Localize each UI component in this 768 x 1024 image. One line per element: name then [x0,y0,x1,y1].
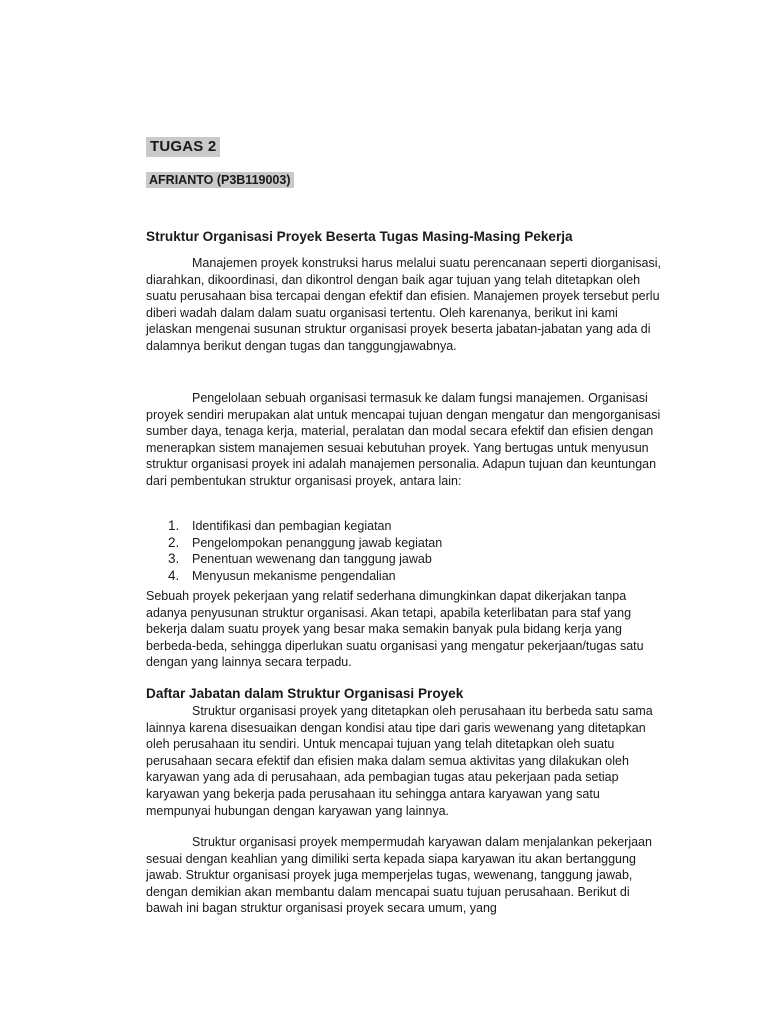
paragraph-2 [146,390,666,490]
list-number: 1. [168,518,180,533]
paragraph-4-text: Struktur organisasi proyek yang ditetapkan oleh perusahaan itu berbeda satu sama lainnya karena disesuaikan dengan kondisi atau tipe dari garis wewenang yang ditetapkan oleh perusahaan itu sendiri. Untuk mencapai tujuan yang telah ditetapkan oleh suatu perusahaan secara efektif dan efisien maka dalam semua aktivitas yang dilakukan oleh karyawan yang ada di perusahaan, ada pembagian tugas atau pekerjaan pada setiap karyawan yang bekerja pada perusahaan itu sehingga antara karyawan yang satu mempunyai hubungan dengan karyawan yang lainnya. [146,704,653,818]
objectives-list [146,518,646,584]
list-number: 3. [168,551,180,567]
list-item-text: Menyusun mekanisme pengendalian [192,568,396,583]
list-number: 4. [168,567,180,583]
document-title: TUGAS 2 [146,137,220,157]
section-heading-daftar-jabatan: Daftar Jabatan dalam Struktur Organisasi Proyek [146,686,464,701]
paragraph-4 [146,703,666,819]
list-item [146,518,646,535]
paragraph-5-text: Struktur organisasi proyek mempermudah karyawan dalam menjalankan pekerjaan sesuai dengan keahlian yang dimiliki serta kepada siapa karyawan itu akan bertanggung jawab. Struktur organisasi proyek juga memperjelas tugas, wewenang, tanggung jawab, dengan demikian akan membantu dalam mencapai suatu tujuan perusahaan. Berikut di bawah ini bagan struktur organisasi proyek secara umum, yang [146,835,652,916]
author-name: AFRIANTO (P3B119003) [146,172,294,188]
section-heading-struktur: Struktur Organisasi Proyek Beserta Tugas Masing-Masing Pekerja [146,229,573,244]
list-item [146,568,646,585]
list-item-text: Identifikasi dan pembagian kegiatan [192,519,392,533]
paragraph-1 [146,255,666,355]
list-number: 2. [168,534,180,550]
paragraph-3: Sebuah proyek pekerjaan yang relatif sederhana dimungkinkan dapat dikerjakan tanpa adanya penyusunan struktur organisasi. Akan tetapi, apabila keterlibatan para staf yang bekerja dalam suatu proyek yang besar maka semakin banyak pula bidang kerja yang berbeda-beda, sehingga diperlukan suatu organisasi yang mengatur pekerjaan/tugas satu dengan yang lainnya secara terpadu. [146,589,644,670]
list-item-text: Pengelompokan penanggung jawab kegiatan [192,535,443,550]
paragraph-1-text: Manajemen proyek konstruksi harus melalui suatu perencanaan seperti diorganisasi, diarahkan, dikoordinasi, dan dikontrol dengan baik agar tujuan yang telah ditetapkan oleh suatu perusahaan bisa tercapai dengan efektif dan efisien. Manajemen proyek tersebut perlu diberi wadah dalam dalam suatu organisasi tertentu. Oleh karenanya, berikut ini kami jelaskan mengenai susunan struktur organisasi proyek beserta jabatan-jabatan yang ada di dalamnya berikut dengan tugas dan tanggungjawabnya. [146,256,662,353]
list-item [146,535,646,552]
paragraph-5 [146,834,666,917]
list-item-text: Penentuan wewenang dan tanggung jawab [192,552,432,567]
list-item [146,551,646,568]
paragraph-2-text: Pengelolaan sebuah organisasi termasuk ke dalam fungsi manajemen. Organisasi proyek sendiri merupakan alat untuk mencapai tujuan dengan mengatur dan mengorganisasi sumber daya, tenaga kerja, material, peralatan dan modal secara efektif dan efisien dengan menerapkan sistem manajemen sesuai kebutuhan proyek. Yang bertugas untuk menyusun struktur organisasi proyek ini adalah manajemen personalia. Adapun tujuan dan keuntungan dari pembentukan struktur organisasi proyek, antara lain: [146,391,661,488]
